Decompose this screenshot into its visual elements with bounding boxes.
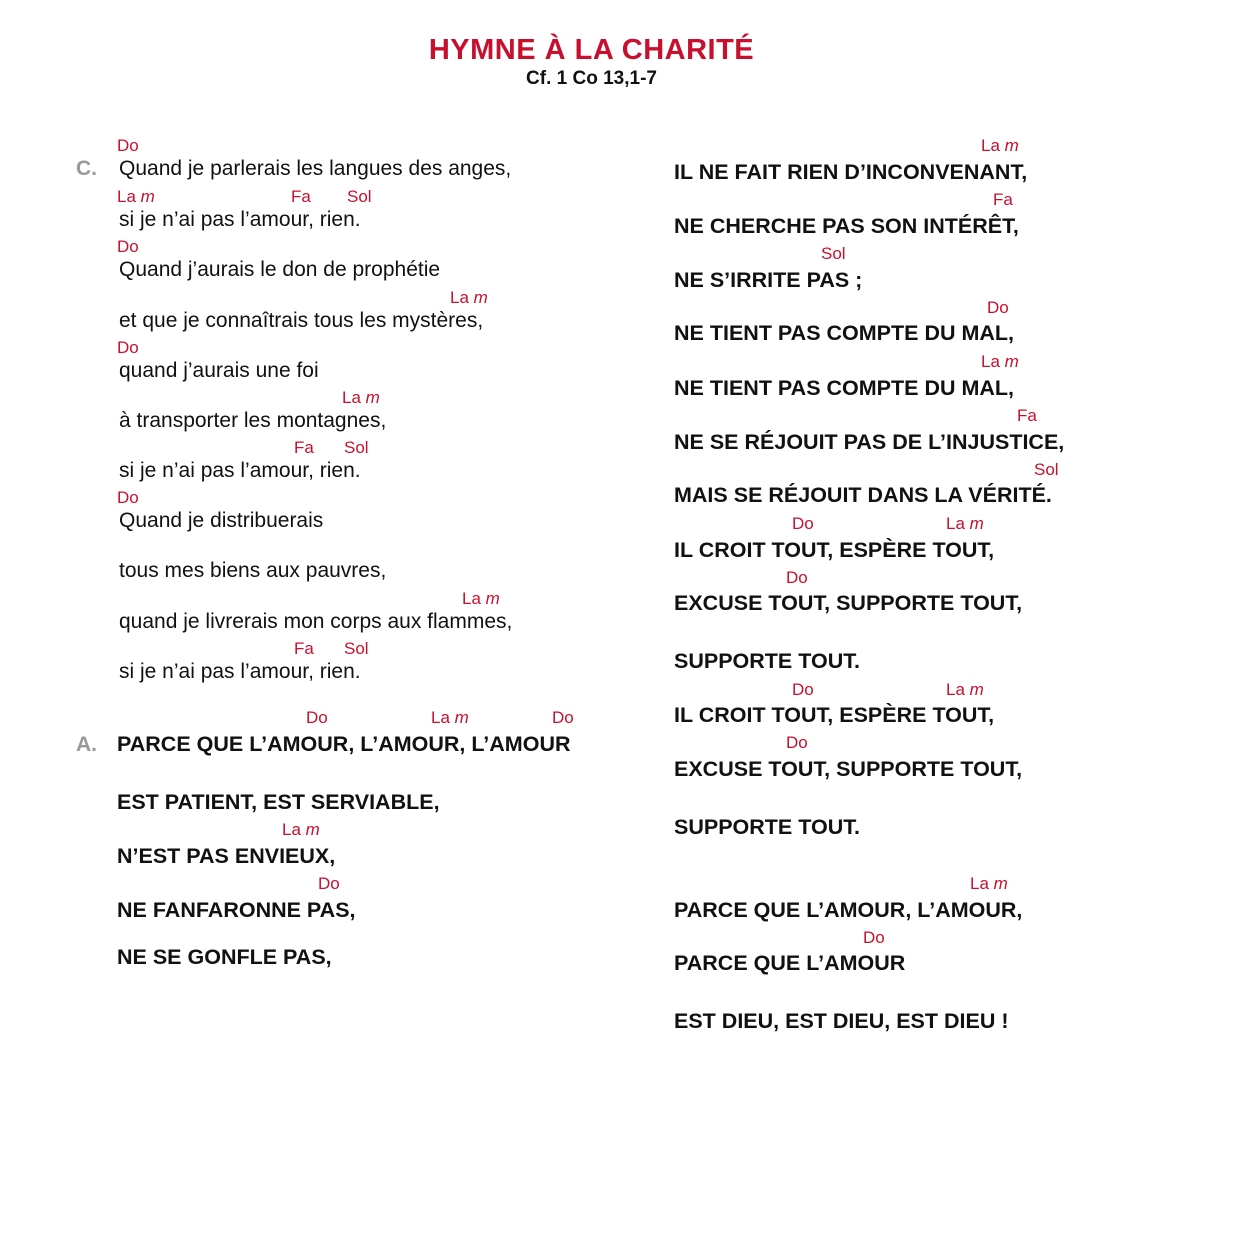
chord: La m [981,352,1019,371]
antienne-line: IL CROIT TOUT, ESPÈRE TOUT, [674,538,995,562]
chord: Fa [291,187,311,206]
couplet-line: si je n’ai pas l’amour, rien. [119,660,361,683]
chord: Do [552,708,574,727]
couplet-line: Quand je parlerais les langues des anges, [119,157,512,180]
antienne-line: PARCE QUE L’AMOUR, L’AMOUR, [674,898,1023,922]
antienne-label: A. [76,733,97,756]
chord: Do [792,514,814,533]
chord: La m [282,820,320,839]
couplet-line: Quand je distribuerais [119,509,324,532]
antienne-line: PARCE QUE L’AMOUR [674,951,906,975]
antienne-line: EST PATIENT, EST SERVIABLE, [117,790,440,814]
chord: Do [987,298,1009,317]
antienne-line: MAIS SE RÉJOUIT DANS LA VÉRITÉ. [674,483,1052,507]
chord: La m [981,136,1019,155]
couplet-line: si je n’ai pas l’amour, rien. [119,459,361,482]
couplet-line: à transporter les montagnes, [119,409,387,432]
antienne-line: NE CHERCHE PAS SON INTÉRÊT, [674,214,1019,238]
antienne-line: EST DIEU, EST DIEU, EST DIEU ! [674,1009,1009,1033]
couplet-line: quand j’aurais une foi [119,359,319,382]
antienne-line: EXCUSE TOUT, SUPPORTE TOUT, [674,757,1023,781]
couplet-line: Quand j’aurais le don de prophétie [119,258,441,281]
chord: Do [117,237,139,256]
couplet-line: et que je connaîtrais tous les mystères, [119,309,484,332]
antienne-line: NE FANFARONNE PAS, [117,898,356,922]
chord: Do [863,928,885,947]
chord: La m [450,288,488,307]
couplet-line: tous mes biens aux pauvres, [119,559,387,582]
chord: La m [342,388,380,407]
chord: Do [117,136,139,155]
chord: La m [431,708,469,727]
chord: Do [117,488,139,507]
hymn-title: HYMNE À LA CHARITÉ [428,34,755,66]
chord: Sol [1034,460,1059,479]
couplet-line: quand je livrerais mon corps aux flammes, [119,610,513,633]
chord: Sol [344,438,369,457]
chord: La m [946,514,984,533]
chord: Do [318,874,340,893]
chord: La m [117,187,155,206]
chord: Fa [294,438,314,457]
antienne-line: SUPPORTE TOUT. [674,649,860,673]
chord: Do [792,680,814,699]
antienne-line: SUPPORTE TOUT. [674,815,860,839]
chord: Sol [821,244,846,263]
chord: Sol [347,187,372,206]
antienne-line: NE SE GONFLE PAS, [117,945,332,969]
antienne-line: EXCUSE TOUT, SUPPORTE TOUT, [674,591,1023,615]
chord: Do [117,338,139,357]
chord: Do [786,568,808,587]
antienne-line: PARCE QUE L’AMOUR, L’AMOUR, L’AMOUR [117,732,571,756]
antienne-line: NE TIENT PAS COMPTE DU MAL, [674,376,1015,400]
chord: La m [970,874,1008,893]
couplet-label: C. [76,157,97,180]
chord: Fa [993,190,1013,209]
antienne-line: NE SE RÉJOUIT PAS DE L’INJUSTICE, [674,430,1065,454]
chord: La m [462,589,500,608]
chord: Do [306,708,328,727]
antienne-line: NE S’IRRITE PAS ; [674,268,863,292]
chord: Fa [294,639,314,658]
antienne-line: N’EST PAS ENVIEUX, [117,844,336,868]
chord: Sol [344,639,369,658]
chord: La m [946,680,984,699]
antienne-line: IL NE FAIT RIEN D’INCONVENANT, [674,160,1028,184]
antienne-line: IL CROIT TOUT, ESPÈRE TOUT, [674,703,995,727]
chord: Fa [1017,406,1037,425]
couplet-line: si je n’ai pas l’amour, rien. [119,208,361,231]
antienne-line: NE TIENT PAS COMPTE DU MAL, [674,321,1015,345]
chord: Do [786,733,808,752]
scripture-reference: Cf. 1 Co 13,1-7 [526,68,657,89]
